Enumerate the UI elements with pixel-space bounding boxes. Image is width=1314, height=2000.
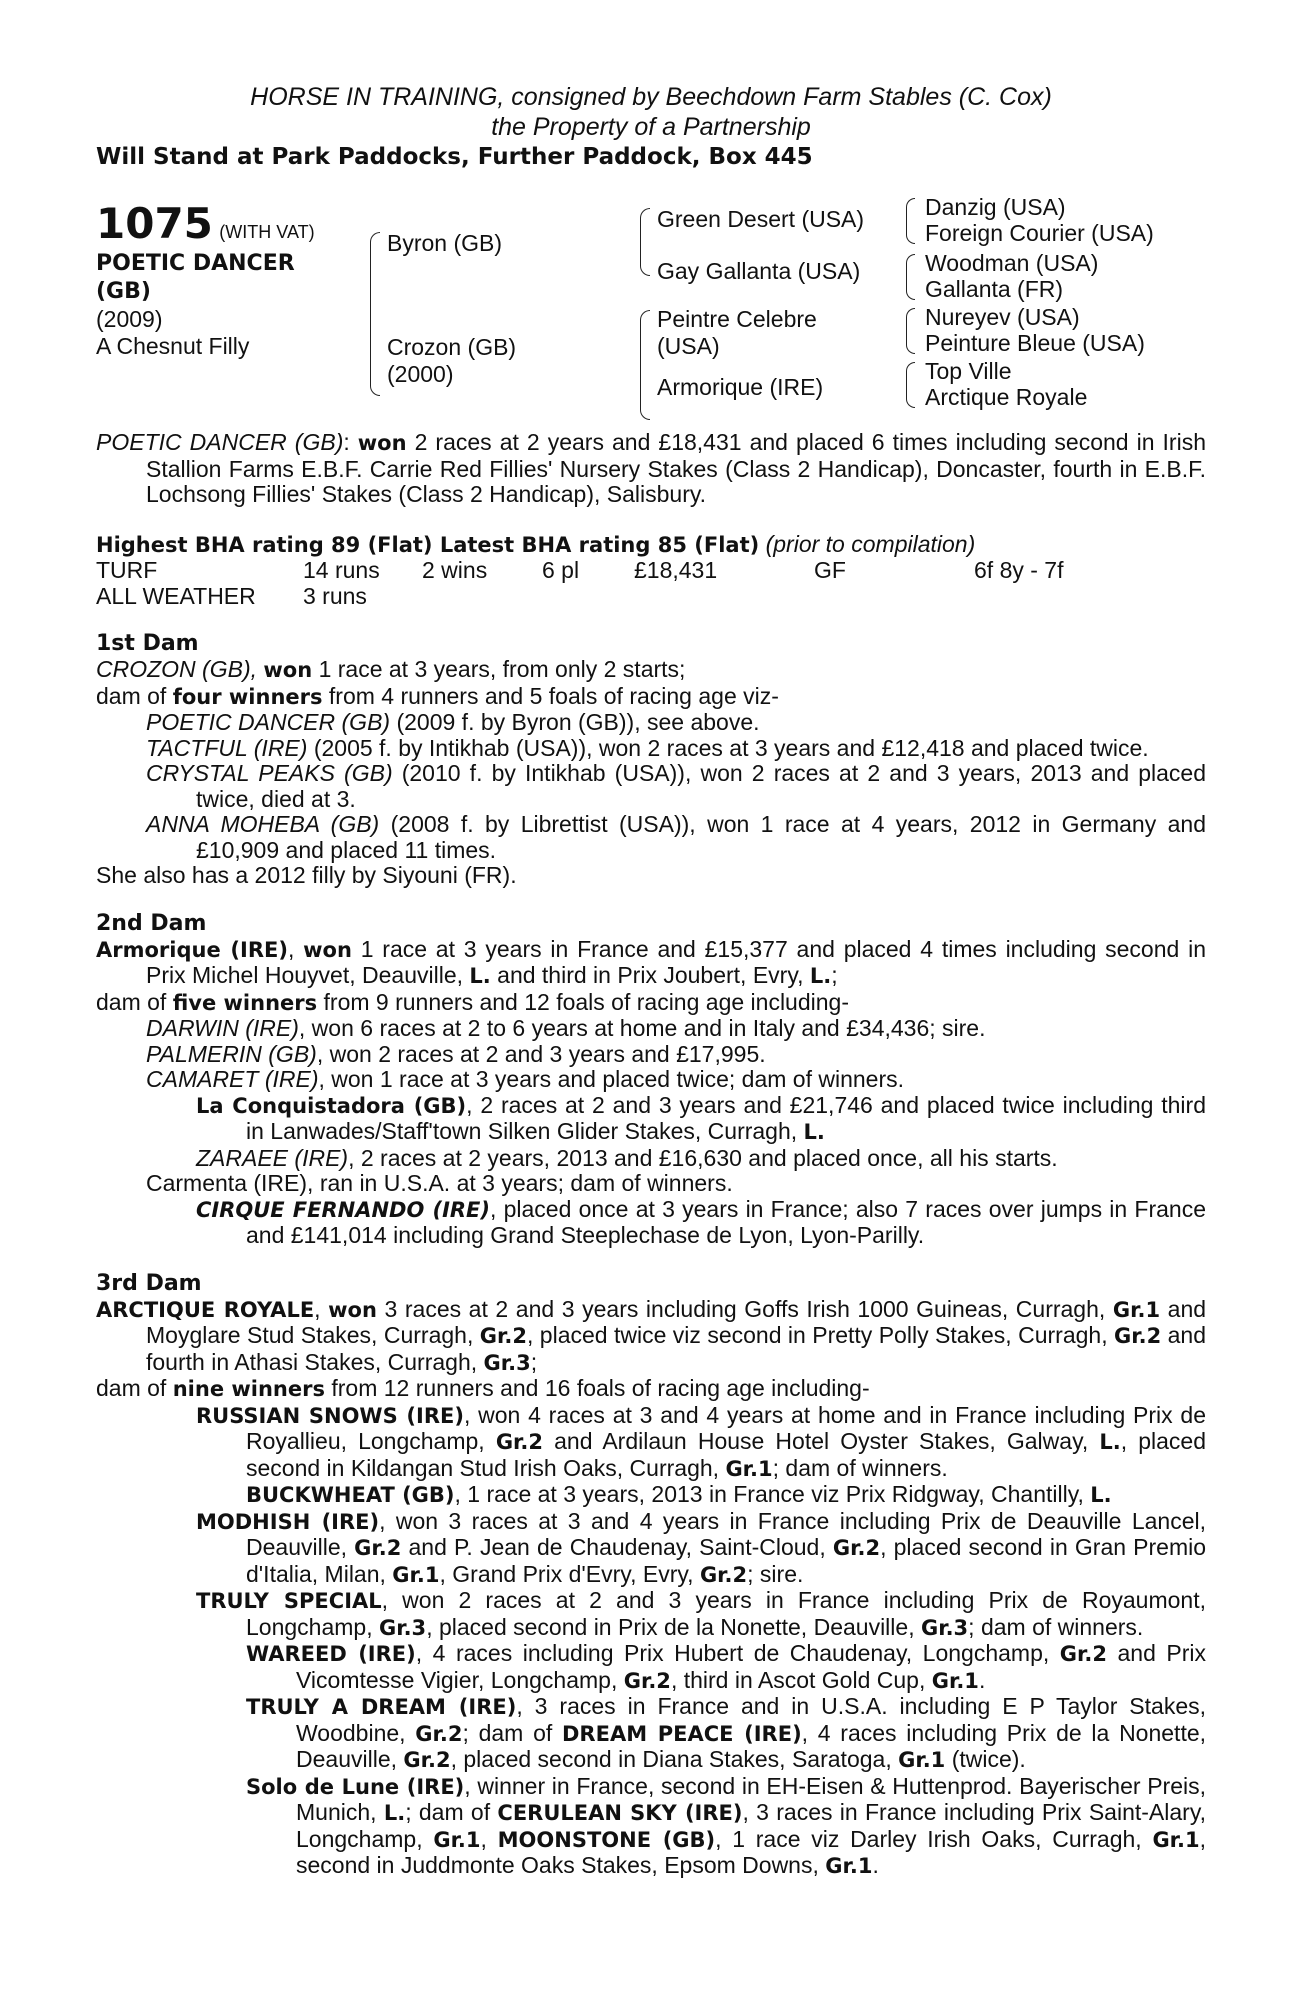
dam1-name: CROZON (GB), — [96, 656, 257, 682]
lot-number-row — [96, 199, 315, 248]
dam2-damof: dam of — [96, 988, 167, 1015]
rating-title-row — [96, 532, 1206, 559]
produce-text: , 4 races including Prix de la Nonette, Deauville, — [296, 1719, 1207, 1772]
dam3-name: ARCTIQUE ROYALE — [96, 1297, 315, 1322]
horse-description: A Chesnut Filly — [96, 333, 250, 359]
produce-text: ; dam of winners. — [772, 1454, 948, 1481]
produce-text: . — [978, 1666, 986, 1693]
produce-text: , placed second in Gran Premio d'Italia, Milan, — [246, 1534, 1207, 1587]
produce-crystal-peaks — [96, 761, 1206, 812]
produce-text: ; dam of — [405, 1799, 491, 1825]
produce-text: , placed second in Kildangan Stud Irish Oaks, Curragh, — [246, 1428, 1206, 1481]
turf-label: TURF — [96, 557, 158, 583]
consignor-line: HORSE IN TRAINING, consigned by Beechdown Farm Stables (C. Cox) — [250, 83, 1052, 111]
produce-la-conquistadora — [96, 1093, 1206, 1146]
brace-g2 — [906, 254, 915, 300]
group-mark: Gr.1 — [725, 1456, 773, 1481]
produce-text: (twice). — [951, 1746, 1026, 1772]
listed-mark: L. — [803, 1120, 825, 1144]
produce-text: , — [480, 1825, 487, 1852]
dam1-won: won — [263, 658, 313, 682]
group-mark: Gr.1 — [1152, 1827, 1200, 1852]
group-mark: Gr.2 — [415, 1721, 463, 1746]
group-mark: Gr.1 — [1112, 1297, 1161, 1322]
produce-text: , third in Ascot Gold Cup, — [670, 1666, 926, 1693]
listed-mark: L. — [1099, 1430, 1121, 1454]
turf-going: GF — [814, 557, 846, 583]
produce-text: , won 6 races at 2 to 6 years at home and in Italy and £34,436; sire. — [298, 1015, 986, 1041]
produce-tactful — [96, 736, 1206, 762]
all-weather-row — [96, 584, 1206, 610]
produce-text: , 2 races at 2 and 3 years and £21,746 and placed twice including third in Lanwades/Staff'town Silken Glider Stakes, Curragh, — [246, 1091, 1206, 1144]
location-line: Will Stand at Park Paddocks, Further Paddock, Box 445 — [96, 144, 813, 170]
foaling-year: (2009) — [96, 306, 163, 332]
produce-name: ZARAEE (IRE) — [196, 1144, 349, 1171]
brace-sire — [640, 208, 650, 276]
produce-text: , 3 races in France including Prix Saint-Alary, Longchamp, — [296, 1799, 1206, 1852]
dam-sire-line1: Peintre Celebre — [657, 306, 817, 332]
rating-block — [96, 532, 1206, 610]
produce-text: ; dam of — [462, 1719, 553, 1746]
brace-g4 — [906, 362, 915, 408]
produce-cirque-fernando — [96, 1197, 1206, 1249]
dam3-text: and fourth in Athasi Stakes, Curragh, — [146, 1322, 1207, 1375]
produce-text: , placed once at 3 years in France; also 7 races over jumps in France and £141,014 including Grand Steeplechase de Lyon, Lyon-Parilly. — [246, 1195, 1206, 1248]
dam2-winners: five winners — [172, 990, 318, 1015]
group-mark: Gr.2 — [495, 1430, 544, 1454]
grandsire-sire-sire: Danzig (USA) — [925, 194, 1066, 220]
produce-name: TRULY SPECIAL — [196, 1589, 382, 1613]
second-dam-heading: 2nd Dam — [96, 910, 207, 936]
produce-text: , 1 race viz Darley Irish Oaks, Curragh, — [715, 1825, 1142, 1852]
produce-poetic-dancer — [96, 710, 1206, 736]
catalogue-page — [96, 82, 1206, 1880]
first-dam-also: She also has a 2012 filly by Siyouni (FR). — [96, 862, 517, 888]
group-mark: Gr.2 — [699, 1562, 748, 1587]
produce-name: CAMARET (IRE) — [146, 1066, 319, 1092]
dam2-runners: from 9 runners and 12 foals of racing age including- — [323, 988, 849, 1015]
rating-title: Highest BHA rating 89 (Flat) Latest BHA rating 85 (Flat) — [96, 532, 760, 557]
produce-solo-de-lune — [96, 1774, 1206, 1880]
summary-horse-name: POETIC DANCER (GB) — [96, 429, 344, 455]
brace-dam — [640, 310, 650, 420]
produce-text: (2005 f. by Intikhab (USA)), won 2 races at 3 years and £12,418 and placed twice. — [313, 734, 1149, 761]
dam3-text: 3 races at 2 and 3 years including Goffs Irish 1000 Guineas, Curragh, — [384, 1295, 1106, 1322]
produce-name: BUCKWHEAT (GB) — [246, 1483, 455, 1507]
produce-camaret — [96, 1067, 1206, 1093]
produce-text: ; sire. — [747, 1560, 804, 1587]
first-dam-record — [96, 657, 1206, 684]
group-mark: Gr.1 — [433, 1827, 481, 1852]
dam1-text: 1 race at 3 years, from only 2 starts; — [318, 656, 686, 682]
property-line: the Property of a Partnership — [491, 113, 811, 141]
sire-sire: Green Desert (USA) — [657, 206, 865, 232]
aw-label: ALL WEATHER — [96, 582, 256, 609]
turf-placed: 6 pl — [542, 557, 580, 583]
produce-text: , 1 race at 3 years, 2013 in France viz Prix Ridgway, Chantilly, — [454, 1481, 1084, 1507]
group-mark: Gr.2 — [403, 1748, 451, 1772]
sire-dam: Gay Gallanta (USA) — [657, 258, 861, 284]
produce-text: , 4 races including Prix Hubert de Chaudenay, Longchamp, — [415, 1640, 1050, 1666]
turf-row — [96, 558, 1206, 584]
produce-text: and P. Jean de Chaudenay, Saint-Cloud, — [408, 1534, 826, 1560]
produce-text: , Grand Prix d'Evry, Evry, — [439, 1560, 694, 1587]
summary-text: 2 races at 2 years and £18,431 and placed 6 times including second in Irish Stallion Farms E.B.F. Carrie Red Fillies' Nursery Stakes (Class 2 Handicap), Doncaster, fourth in E.B.F. Lochsong Fillies' Stakes (Class 2 Handicap), Salisbury. — [146, 429, 1206, 507]
group-mark: Gr.1 — [392, 1562, 440, 1587]
brace-parents — [370, 232, 380, 396]
produce-name: POETIC DANCER (GB) — [146, 709, 391, 735]
produce-text: and Ardilaun House Hotel Oyster Stakes, Galway, — [554, 1428, 1089, 1454]
dam3-text: and Moyglare Stud Stakes, Curragh, — [146, 1295, 1207, 1348]
produce-name: CRYSTAL PEAKS (GB) — [146, 760, 393, 786]
horse-country: (GB) — [96, 279, 151, 304]
summary-colon: : — [343, 429, 350, 455]
listed-mark: L. — [383, 1801, 406, 1825]
lot-number: 1075 — [96, 199, 213, 248]
produce-text: , won 2 races at 2 and 3 years and £17,995. — [316, 1040, 766, 1067]
produce-text: , won 4 races at 3 and 4 years at home and in France including Prix de Royallieu, Longchamp, — [246, 1401, 1207, 1454]
produce-anna-moheba — [96, 812, 1206, 863]
listed-mark: L. — [809, 964, 832, 988]
group-mark: Gr.3 — [483, 1350, 531, 1375]
produce-name: CIRQUE FERNANDO (IRE) — [196, 1197, 490, 1222]
produce-wareed — [96, 1641, 1206, 1694]
produce-text: . — [872, 1852, 879, 1878]
rating-note: (prior to compilation) — [765, 530, 976, 557]
first-dam-produce-intro — [96, 684, 1206, 711]
brace-g3 — [906, 308, 915, 354]
produce-text: , placed second in Prix de la Nonette, Deauville, — [426, 1613, 915, 1640]
dam2-text: 1 race at 3 years in France and £15,377 and placed 4 times including second in Prix Michel Houyvet, Deauville, — [146, 935, 1206, 988]
brace-g1 — [906, 198, 915, 244]
produce-carmenta: Carmenta (IRE), ran in U.S.A. at 3 years; dam of winners. — [146, 1170, 733, 1196]
produce-name: CERULEAN SKY (IRE) — [497, 1801, 743, 1825]
group-mark: Gr.1 — [898, 1748, 946, 1772]
produce-truly-a-dream — [96, 1694, 1206, 1774]
summary-won: won — [357, 431, 407, 455]
produce-name: RUSSIAN SNOWS (IRE) — [196, 1403, 464, 1428]
produce-text: (2010 f. by Intikhab (USA)), won 2 races at 2 and 3 years, 2013 and placed twice, died at 3. — [196, 760, 1207, 812]
group-mark: Gr.2 — [1114, 1324, 1162, 1348]
produce-name: WAREED (IRE) — [246, 1642, 416, 1666]
produce-text: (2008 f. by Librettist (USA)), won 1 race at 4 years, 2012 in Germany and £10,909 and placed 11 times. — [196, 811, 1206, 863]
produce-text: ; dam of winners. — [968, 1613, 1144, 1640]
produce-name: La Conquistadora (GB) — [196, 1093, 467, 1118]
aw-runs: 3 runs — [303, 582, 367, 609]
produce-name: ANNA MOHEBA (GB) — [146, 811, 380, 837]
produce-text: , winner in France, second in EH-Eisen & Huttenprod. Bayerischer Preis, Munich, — [296, 1772, 1207, 1825]
produce-russian-snows — [96, 1403, 1206, 1483]
produce-zaraee — [96, 1146, 1206, 1172]
group-mark: Gr.1 — [931, 1668, 979, 1693]
vat-label: (WITH VAT) — [219, 222, 315, 242]
dam3-winners: nine winners — [172, 1377, 325, 1401]
produce-text: , won 2 races at 2 and 3 years in France including Prix de Royaumont, Longchamp, — [246, 1587, 1206, 1640]
turf-distance: 6f 8y - 7f — [974, 557, 1064, 583]
turf-earnings: £18,431 — [634, 557, 718, 583]
dam-dam: Armorique (IRE) — [657, 374, 824, 400]
produce-palmerin — [96, 1042, 1206, 1068]
damsire-sire: Nureyev (USA) — [925, 304, 1080, 330]
dam3-text: , placed twice viz second in Pretty Polly Stakes, Curragh, — [526, 1322, 1108, 1348]
produce-buckwheat — [96, 1482, 1206, 1509]
produce-name: PALMERIN (GB) — [146, 1040, 317, 1067]
horse-name: POETIC DANCER — [96, 251, 295, 276]
pedigree-table — [96, 194, 1206, 430]
sire: Byron (GB) — [387, 230, 503, 256]
produce-text: , placed second in Diana Stakes, Saratoga, — [450, 1746, 892, 1772]
produce-name: TRULY A DREAM (IRE) — [246, 1695, 517, 1719]
damdam-dam: Arctique Royale — [925, 384, 1088, 410]
dam3-runners: from 12 runners and 16 foals of racing age including- — [331, 1375, 870, 1401]
produce-name: Solo de Lune (IRE) — [246, 1774, 465, 1799]
produce-text: , won 3 races at 3 and 4 years in France including Prix de Deauville Lancel, Deauville, — [246, 1507, 1206, 1560]
dam2-text: ; — [831, 962, 838, 988]
dam2-name: Armorique (IRE) — [96, 937, 288, 962]
group-mark: Gr.2 — [479, 1324, 527, 1348]
second-dam-record: Armorique (IRE), won 1 race at 3 years in France and £15,377 and placed 4 times including second in Prix Michel Houyvet, Deauville, L. and third in Prix Joubert, Evry, L.; — [96, 935, 1206, 988]
group-mark: Gr.2 — [623, 1668, 671, 1693]
produce-modhish — [96, 1509, 1206, 1589]
race-summary — [96, 430, 1206, 508]
group-mark: Gr.3 — [920, 1615, 969, 1640]
group-mark: Gr.2 — [1059, 1642, 1107, 1666]
dam1-winners: four winners — [172, 684, 323, 709]
dam2-text: and third in Prix Joubert, Evry, — [497, 962, 804, 988]
produce-text: , second in Juddmonte Oaks Stakes, Epsom Downs, — [296, 1825, 1207, 1878]
produce-text: , 3 races in France and in U.S.A. including E P Taylor Stakes, Woodbine, — [296, 1693, 1207, 1746]
produce-text: and Prix Vicomtesse Vigier, Longchamp, — [296, 1640, 1207, 1693]
granddam-sire-sire: Woodman (USA) — [925, 250, 1099, 276]
listed-mark: L. — [1090, 1483, 1112, 1507]
turf-wins: 2 wins — [422, 557, 488, 583]
listed-mark: L. — [469, 964, 491, 988]
produce-text: , won 1 race at 3 years and placed twice; dam of winners. — [318, 1066, 905, 1092]
dam2-won: won — [303, 937, 352, 962]
produce-truly-special — [96, 1588, 1206, 1641]
damdam-sire: Top Ville — [925, 358, 1012, 384]
damsire-dam: Peinture Bleue (USA) — [925, 330, 1145, 356]
dam3-damof: dam of — [96, 1375, 167, 1401]
produce-text: , 2 races at 2 years, 2013 and £16,630 and placed once, all his starts. — [348, 1144, 1058, 1171]
third-dam-heading: 3rd Dam — [96, 1270, 202, 1296]
third-dam-record: ARCTIQUE ROYALE, won 3 races at 2 and 3 years including Goffs Irish 1000 Guineas, Curragh, Gr.1 and Moyglare Stud Stakes, Curragh, Gr.2, placed twice viz second in Pretty Polly Stakes, Curragh, Gr.2 and fourth in Athasi Stakes, Curragh, Gr.3; — [96, 1295, 1207, 1375]
dam: Crozon (GB) — [387, 334, 517, 360]
produce-darwin — [96, 1016, 1206, 1042]
grandsire-sire-dam: Foreign Courier (USA) — [925, 220, 1154, 246]
group-mark: Gr.2 — [354, 1536, 402, 1560]
dam1-damof: dam of — [96, 682, 167, 709]
third-dam-produce-intro — [96, 1376, 1206, 1403]
group-mark: Gr.1 — [825, 1854, 873, 1878]
dam-sire-line2: (USA) — [657, 333, 720, 359]
second-dam-produce-intro — [96, 990, 1206, 1017]
produce-name: MODHISH (IRE) — [196, 1509, 380, 1534]
produce-name: TACTFUL (IRE) — [146, 734, 308, 761]
dam-year: (2000) — [387, 361, 454, 387]
dam1-runners: from 4 runners and 5 foals of racing age viz- — [328, 682, 779, 709]
produce-name: DREAM PEACE (IRE) — [562, 1721, 802, 1746]
first-dam-heading: 1st Dam — [96, 631, 199, 656]
group-mark: Gr.2 — [832, 1536, 881, 1560]
group-mark: Gr.3 — [378, 1615, 427, 1640]
produce-text: (2009 f. by Byron (GB)), see above. — [396, 709, 760, 735]
dam3-won: won — [328, 1297, 377, 1322]
produce-name: MOONSTONE (GB) — [497, 1827, 716, 1852]
dam3-text: ; — [530, 1348, 538, 1375]
turf-runs: 14 runs — [303, 557, 380, 583]
produce-name: DARWIN (IRE) — [146, 1015, 299, 1041]
granddam-sire-dam: Gallanta (FR) — [925, 276, 1064, 302]
